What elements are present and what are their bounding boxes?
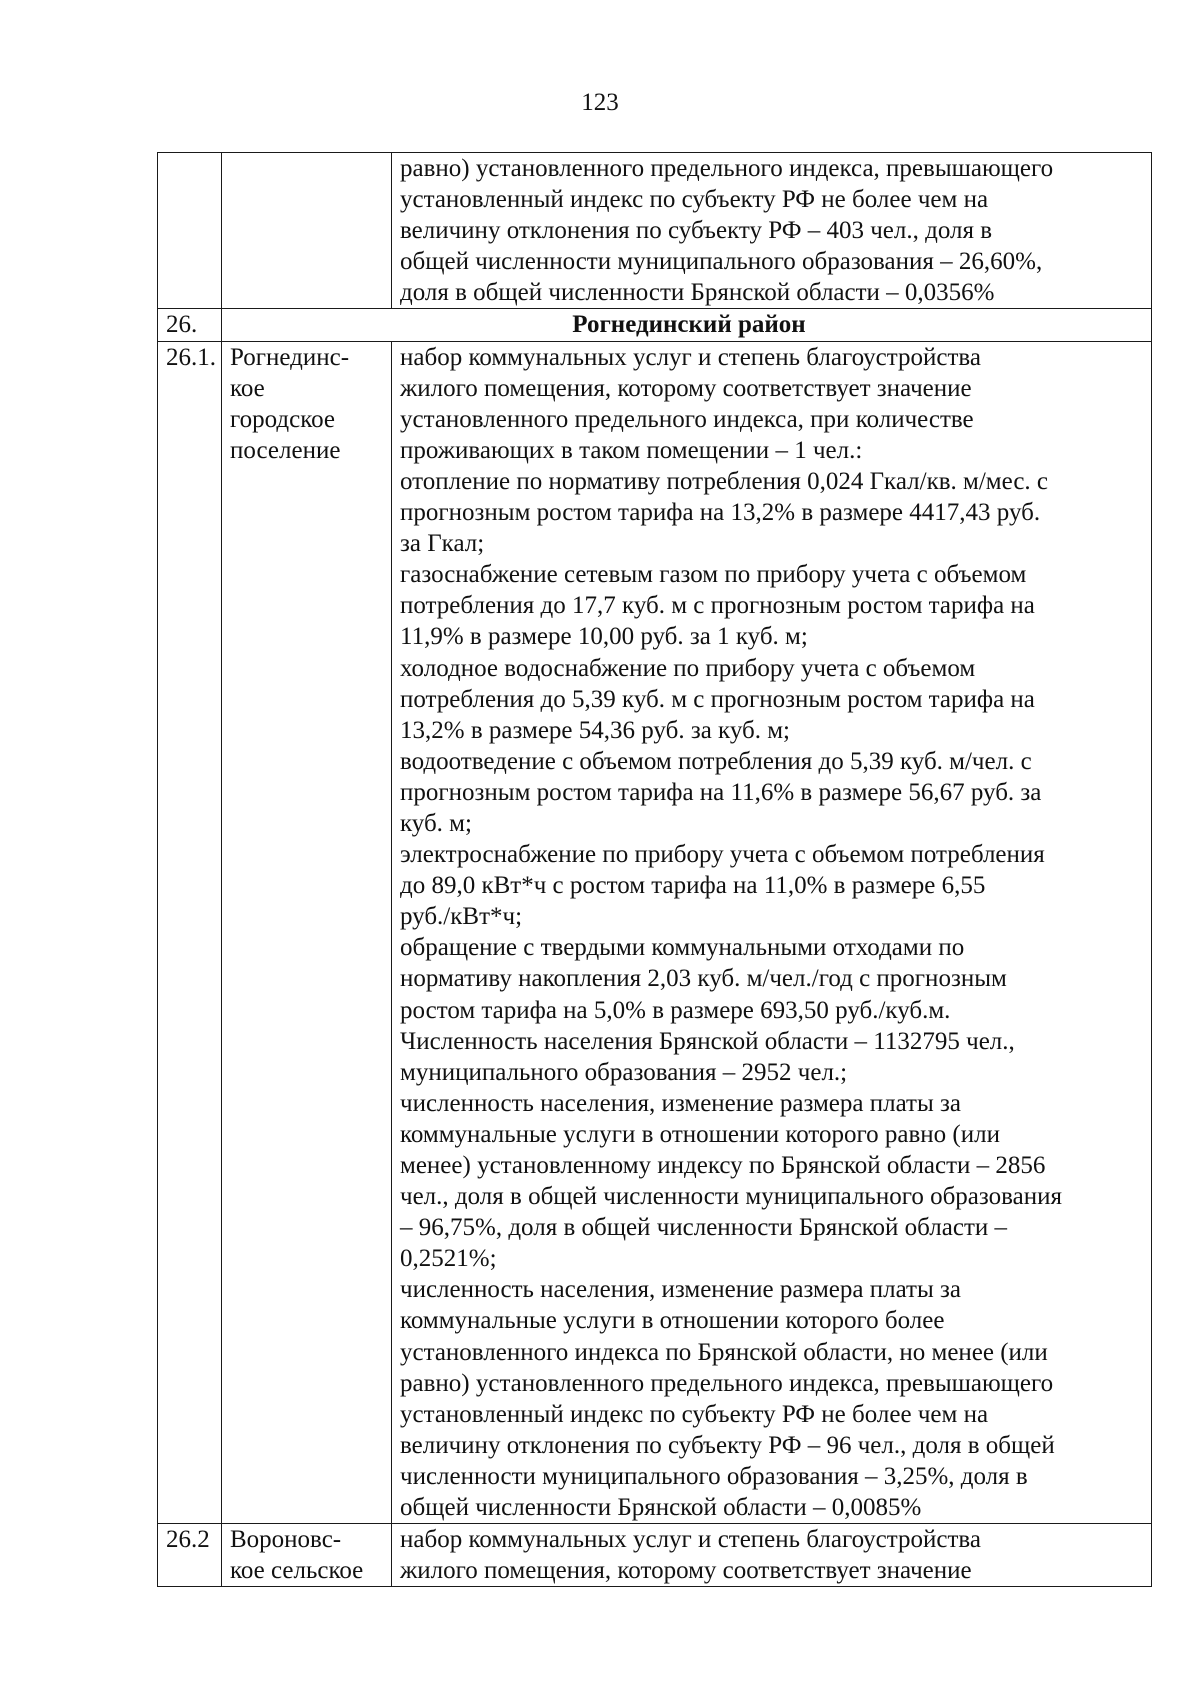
description-cell-line: численность населения, изменение размера платы за (400, 1276, 961, 1304)
row-number-cell (158, 153, 222, 309)
description-cell-line: руб./кВт*ч; (400, 903, 523, 931)
description-cell-line: отопление по нормативу потребления 0,024 Гкал/кв. м/мес. с (400, 467, 1049, 495)
municipality-cell (222, 341, 392, 1524)
description-cell-line: муниципального образования – 2952 чел.; (400, 1058, 848, 1086)
description-cell-line: куб. м; (400, 809, 472, 837)
description-cell-line: чел., доля в общей численности муниципального образования (400, 1183, 1062, 1211)
description-cell-line: газоснабжение сетевым газом по прибору учета с объемом (400, 561, 1027, 589)
row-number-cell: 26. (158, 309, 222, 341)
description-cell-line: прогнозным ростом тарифа на 13,2% в размере 4417,43 руб. (400, 499, 1041, 527)
tariff-table (157, 152, 1152, 1587)
description-cell-line: установленного предельного индекса, при количестве (400, 405, 974, 433)
table-row (158, 1524, 1152, 1587)
description-cell-line: установленного индекса по Брянской области, но менее (или (400, 1338, 1048, 1366)
description-cell (392, 1524, 1152, 1587)
description-cell (392, 153, 1152, 309)
municipality-cell-line: поселение (230, 436, 341, 464)
description-cell-line: установленный индекс по субъекту РФ не более чем на (400, 1400, 989, 1428)
description-cell-line: водоотведение с объемом потребления до 5,39 куб. м/чел. с (400, 747, 1032, 775)
description-cell-line: холодное водоснабжение по прибору учета с объемом (400, 654, 976, 682)
municipality-cell (222, 153, 392, 309)
description-cell-line: набор коммунальных услуг и степень благоустройства (400, 1526, 981, 1554)
municipality-cell-line: кое сельское (230, 1557, 364, 1585)
description-cell-line: численность населения, изменение размера платы за (400, 1089, 961, 1117)
page-number: 123 (581, 89, 619, 116)
description-cell-line: ростом тарифа на 5,0% в размере 693,50 руб./куб.м. (400, 996, 951, 1024)
description-cell-line: установленный индекс по субъекту РФ не более чем на (400, 186, 989, 214)
description-cell-line: величину отклонения по субъекту РФ – 403 чел., доля в (400, 217, 993, 245)
description-cell-line: за Гкал; (400, 530, 485, 558)
description-cell-line: равно) установленного предельного индекса, превышающего (400, 1369, 1054, 1397)
table-row (158, 309, 1152, 341)
description-cell-line: 0,2521%; (400, 1245, 497, 1273)
municipality-cell-line: городское (230, 405, 336, 433)
description-cell-line: электроснабжение по прибору учета с объемом потребления (400, 841, 1045, 869)
municipality-cell-line: Вороновс- (230, 1526, 342, 1554)
description-cell-line: обращение с твердыми коммунальными отходами по (400, 934, 965, 962)
description-cell-line: менее) установленному индексу по Брянской области – 2856 (400, 1152, 1046, 1179)
description-cell (392, 341, 1152, 1524)
description-cell-line: величину отклонения по субъекту РФ – 96 чел., доля в общей (400, 1431, 1055, 1459)
description-cell-line: доля в общей численности Брянской области – 0,0356% (400, 279, 995, 307)
description-cell-line: численности муниципального образования – 3,25%, доля в (400, 1462, 1028, 1490)
municipality-cell (222, 1524, 392, 1587)
description-cell-line: Численность населения Брянской области – 1132795 чел., (400, 1027, 1015, 1055)
description-cell-line: общей численности Брянской области – 0,0085% (400, 1494, 922, 1522)
description-cell-line: потребления до 17,7 куб. м с прогнозным ростом тарифа на (400, 592, 1035, 620)
table-body (158, 153, 1152, 1587)
description-cell-line: жилого помещения, которому соответствует значение (400, 374, 972, 402)
section-title: Рогнединский район (222, 309, 1152, 341)
description-cell-line: общей численности муниципального образования – 26,60%, (400, 248, 1043, 276)
description-cell-line: жилого помещения, которому соответствует значение (400, 1557, 972, 1585)
description-cell-line: проживающих в таком помещении – 1 чел.: (400, 436, 863, 464)
municipality-cell-line: Рогнединс- (230, 343, 350, 371)
description-cell-line: потребления до 5,39 куб. м с прогнозным ростом тарифа на (400, 685, 1035, 713)
description-cell-line: прогнозным ростом тарифа на 11,6% в размере 56,67 руб. за (400, 778, 1042, 806)
description-cell-line: набор коммунальных услуг и степень благоустройства (400, 343, 981, 371)
description-cell-line: 13,2% в размере 54,36 руб. за куб. м; (400, 716, 790, 744)
description-cell-line: нормативу накопления 2,03 куб. м/чел./год с прогнозным (400, 965, 1007, 993)
description-cell-line: коммунальные услуги в отношении которого равно (или (400, 1120, 1000, 1148)
description-cell-line: равно) установленного предельного индекса, превышающего (400, 155, 1054, 182)
description-cell-line: – 96,75%, доля в общей численности Брянской области – (400, 1214, 1007, 1242)
description-cell-line: до 89,0 кВт*ч с ростом тарифа на 11,0% в размере 6,55 (400, 872, 986, 900)
description-cell-line: 11,9% в размере 10,00 руб. за 1 куб. м; (400, 623, 808, 651)
row-number-cell: 26.1. (158, 341, 222, 1524)
description-cell-line: коммунальные услуги в отношении которого более (400, 1307, 945, 1335)
municipality-cell-line: кое (230, 374, 265, 402)
table-row (158, 153, 1152, 309)
table-row (158, 341, 1152, 1524)
row-number-cell: 26.2 (158, 1524, 222, 1587)
